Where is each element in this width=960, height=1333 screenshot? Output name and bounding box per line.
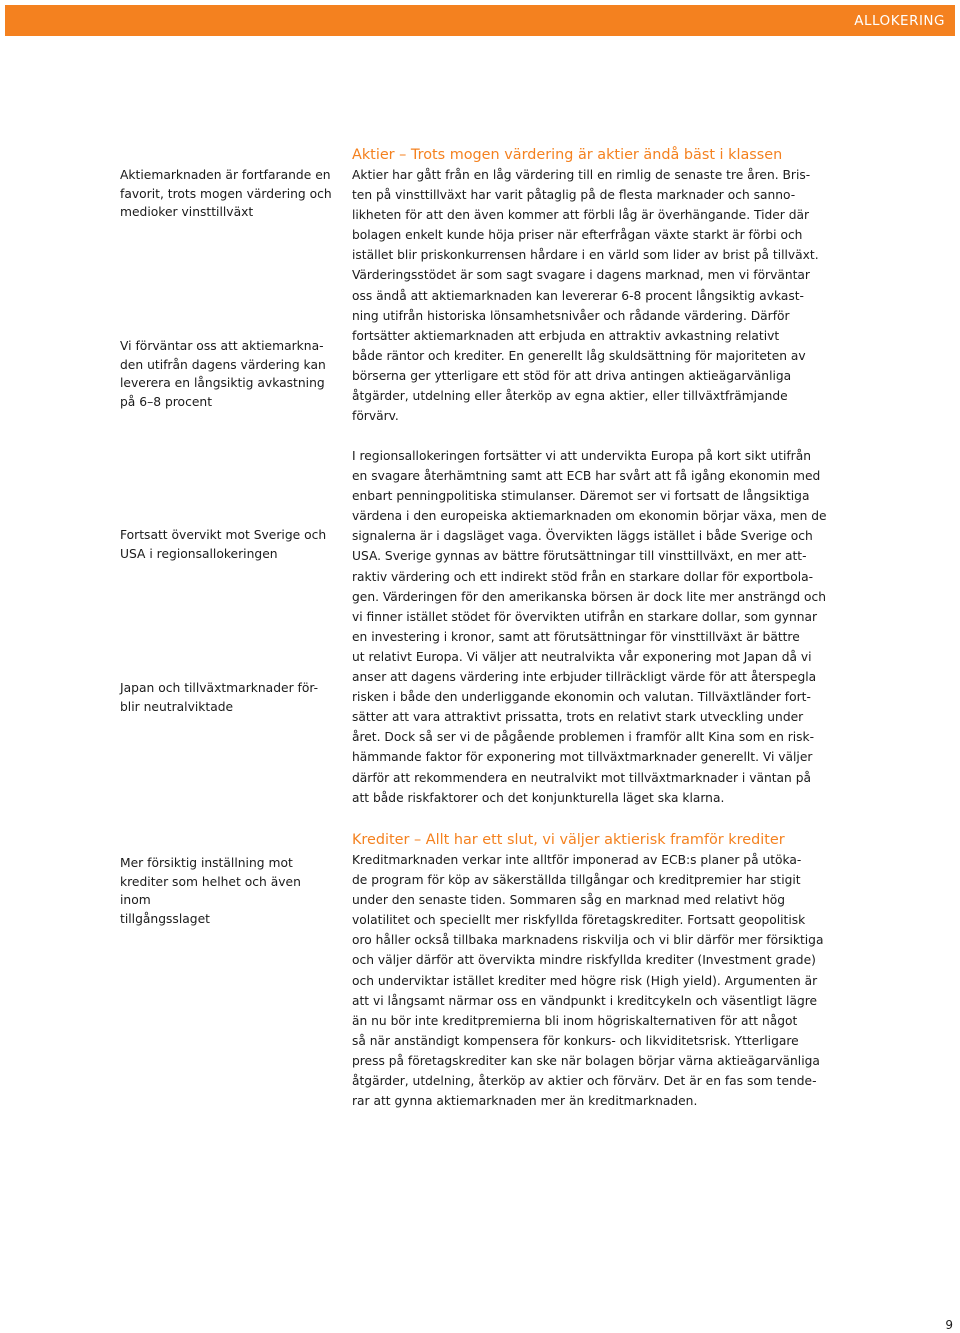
section-label: ALLOKERING [854,13,945,29]
equities-paragraph: Aktier har gått från en låg värdering till en rimlig de senaste tre åren. Bris- ten på vinsttillväxt har varit påtaglig på de flesta marknader och sanno- likheten för att den även kommer att förbli låg är överhängande. Tider där bolagen enkelt kunde höja priser när efterfrågan växte starkt är förbi och istället blir priskonkurrensen hårdare i en värld som lider av brist på tillväxt. Värderingsstödet är som sagt svagare i dagens marknad, men vi förväntar oss ändå att aktiemarknaden kan levererar 6-8 procent långsiktig avkast- ning utifrån historiska lönsamhetsnivåer och rådande värdering. Därför fortsätter aktiemarknaden att erbjuda en attraktiv avkastning relativt både räntor och krediter. En generellt låg skuldsättning för majoriteten av börserna ger ytterligare ett stöd för att driva antingen aktieägarvänliga åtgärder, utdelning eller återköp av egna aktier, eller tillväxtfrämjande förvärv. [352,168,819,424]
equities-section [352,145,852,426]
regions-paragraph: I regionsallokeringen fortsätter vi att undervikta Europa på kort sikt utifrån en svagare återhämtning samt att ECB har svårt att få igång ekonomin med enbart penningpolitiska stimulanser. Däremot ser vi fortsatt de långsiktiga värdena i den europeiska aktiemarknaden om ekonomin börjar växa, men de signalerna är i dagsläget vaga. Övervikten läggs istället i både Sverige och USA. Sverige gynnas av bättre förutsättningar till vinsttillväxt, en mer att- raktiv värdering och ett indirekt stöd från en starkare dollar för exportbola- gen. Värderingen för den amerikanska börsen är dock lite mer ansträngd och vi finner istället stödet för övervikten utifrån en starkare dollar, som gynnar en investering i kronor, samt att förutsättningar för vinsttillväxt är bättre ut relativt Europa. Vi väljer att neutralvikta vår exponering mot Japan då vi anser att dagens värdering inte erbjuder tillräckligt värde för att återspegla risken i både den underliggande ekonomin och valutan. Tillväxtländer fort- sätter att vara attraktivt prissatta, trots en relativt stark utveckling under året. Dock så ser vi de pågående problemen i framför allt Kina som en risk- hämmande faktor för exponering mot tillväxtmarknader generellt. Vi väljer därför att rekommendera en neutralvikt mot tillväxtmarknader i väntan på att både riskfaktorer och det konjunkturella läget ska klarna. [352,449,827,805]
credits-paragraph: Kreditmarknaden verkar inte alltför imponerad av ECB:s planer på utöka- de program för köp av säkerställda tillgångar och kreditpremier har stigit under den senaste tiden. Sommaren såg en marknad med relativt hög volatilitet och speciellt mer riskfyllda företagskrediter. Fortsatt geopolitisk oro håller också tillbaka marknadens riskvilja och vi blir därför mer försiktiga och väljer därför att övervikta mindre riskfyllda krediter (Investment grade) och underviktar istället krediter med högre risk (High yield). Argumenten är att vi långsamt närmar oss en vändpunkt i kreditcykeln och väsentligt lägre än nu bör inte kreditpremierna bli inom högriskalternativen för att något så när anständigt kompensera för konkurs- och likviditetsrisk. Ytterligare press på företagskrediter kan ske när bolagen börjar värna aktieägarvänliga åtgärder, utdelning, återköp av aktier och förvärv. Det är en fas som tende- rar att gynna aktiemarknaden mer än kreditmarknaden. [352,853,824,1109]
page-number: 9 [945,1318,953,1332]
equities-heading: Aktier – Trots mogen värdering är aktier ändå bäst i klassen [352,147,783,163]
sidebar-note-equity-favorite: Aktiemarknaden är fortfarande en favorit, trots mogen värdering och medioker vinsttillväxt [120,168,332,219]
sidebar-note-overweight-regions: Fortsatt övervikt mot Sverige och USA i regionsallokeringen [120,528,327,561]
sidebar-note-credit-caution: Mer försiktig inställning mot krediter som helhet och även inom tillgångsslaget [120,856,301,926]
regions-section [352,446,852,808]
credits-section [352,830,852,1111]
sidebar-note-neutral-regions: Japan och tillväxtmarknader för- blir neutralviktade [120,681,319,714]
credits-heading: Krediter – Allt har ett slut, vi väljer aktierisk framför krediter [352,832,785,848]
sidebar-note-return-expectation: Vi förväntar oss att aktiemarkna- den utifrån dagens värdering kan leverera en långsiktig avkastning på 6–8 procent [120,339,326,409]
section-header-bar [5,5,955,36]
